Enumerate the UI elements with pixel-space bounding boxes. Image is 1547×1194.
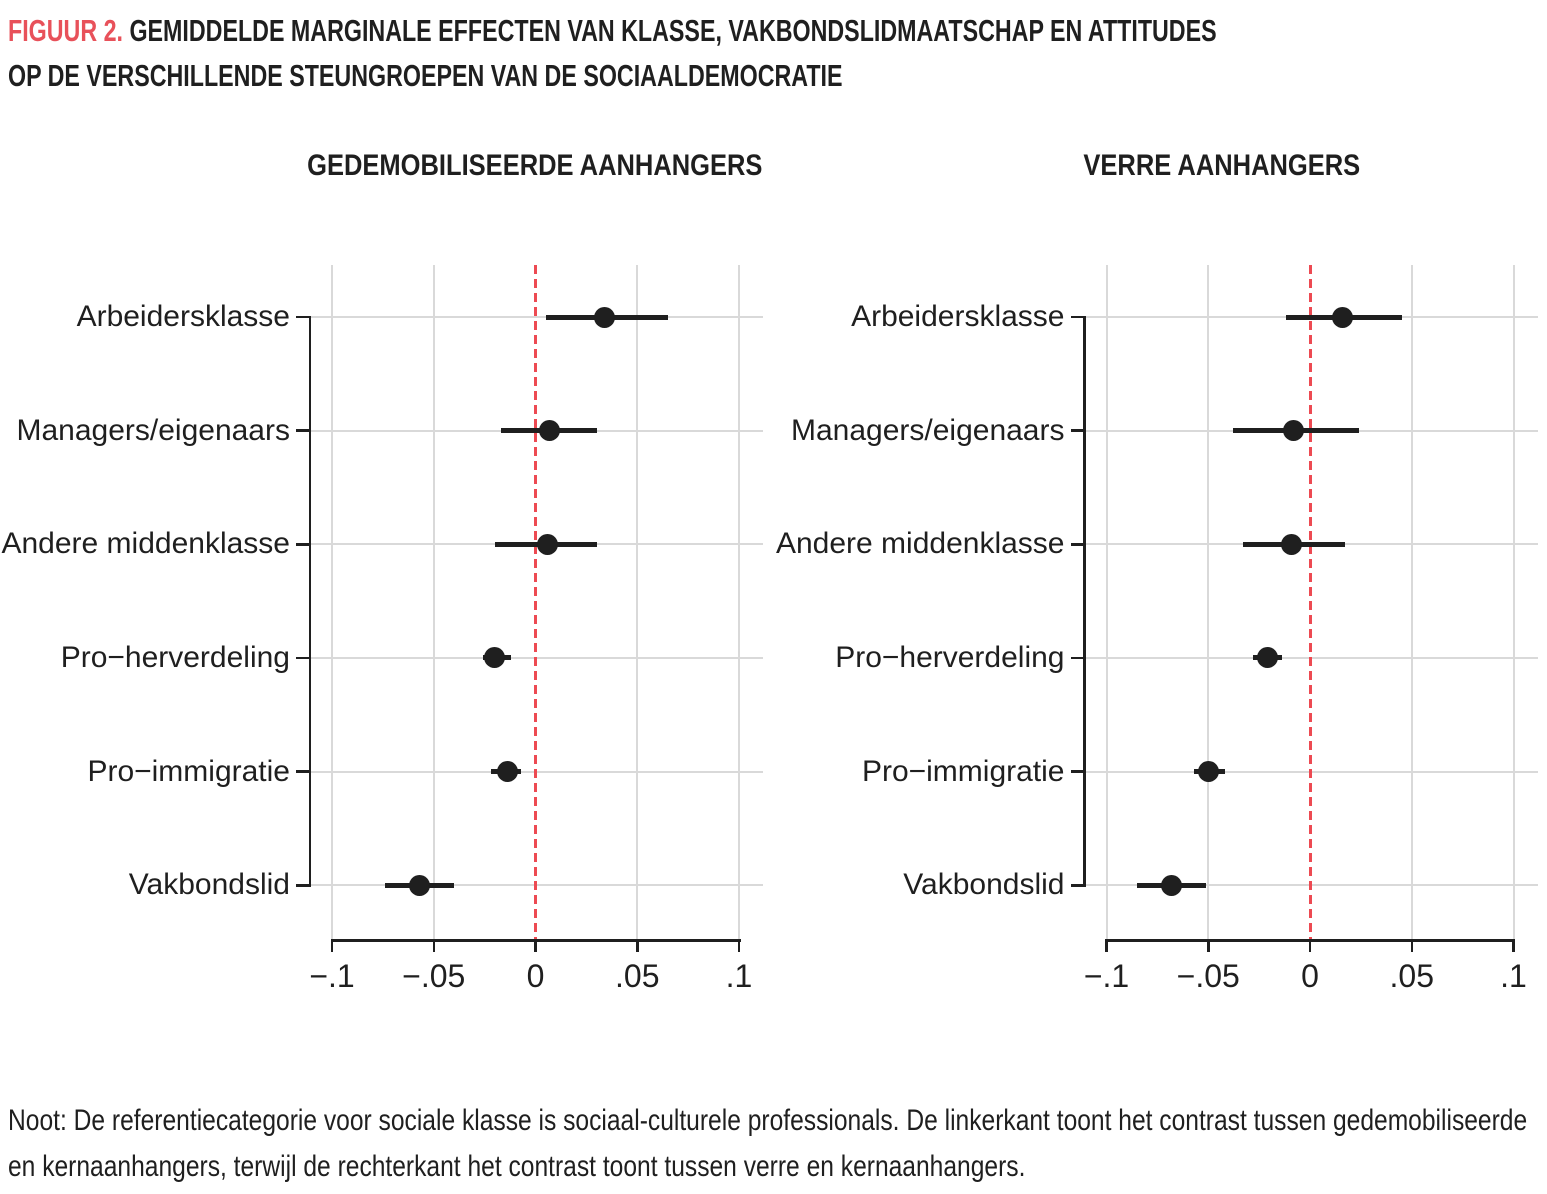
x-tick [1105, 940, 1108, 952]
point-estimate [1281, 534, 1302, 555]
x-tick [1207, 940, 1210, 952]
x-tick-label: .1 [725, 958, 753, 994]
x-tick [1411, 940, 1414, 952]
category-label: Managers/eigenaars [16, 413, 290, 447]
point-estimate [409, 875, 430, 896]
y-axis-line [309, 316, 312, 887]
point-estimate [1257, 647, 1278, 668]
figure-title-line2: OP DE VERSCHILLENDE STEUNGROEPEN VAN DE SOCIAALDEMOCRATIE [8, 58, 843, 93]
x-gridline [1411, 265, 1413, 940]
x-tick [534, 940, 537, 952]
y-axis-line [1083, 316, 1086, 887]
panel-title-left-text: GEDEMOBILISEERDE AANHANGERS [307, 149, 763, 182]
x-tick-label: −.1 [1083, 958, 1130, 994]
y-tick [1071, 770, 1085, 773]
x-tick [636, 940, 639, 952]
panel-title-right-text: VERRE AANHANGERS [1083, 149, 1361, 182]
point-estimate [497, 761, 518, 782]
y-tick [1071, 543, 1085, 546]
x-tick-label: 0 [526, 958, 545, 994]
category-label: Pro−immigratie [861, 754, 1065, 788]
y-tick [296, 543, 310, 546]
category-label: Arbeidersklasse [851, 300, 1065, 333]
category-label: Andere middenklasse [1, 527, 290, 561]
point-estimate [1332, 307, 1353, 328]
y-tick [1071, 316, 1085, 319]
x-tick [331, 940, 334, 952]
x-gridline [738, 265, 740, 940]
point-estimate [484, 647, 505, 668]
category-label: Pro−herverdeling [60, 640, 290, 674]
x-gridline [331, 265, 333, 940]
x-gridline [1207, 265, 1209, 940]
x-tick [1309, 940, 1312, 952]
x-gridline [1513, 265, 1515, 940]
category-label: Vakbondslid [128, 868, 290, 902]
figure-title [8, 8, 1547, 98]
x-tick-label: .1 [1500, 958, 1527, 994]
category-label: Managers/eigenaars [790, 413, 1065, 447]
y-tick [296, 770, 310, 773]
figure-title-line1 [8, 8, 1217, 53]
y-tick [296, 884, 310, 887]
x-tick-label: 0 [1301, 958, 1319, 994]
figure-title-text: GEMIDDELDE MARGINALE EFFECTEN VAN KLASSE, VAKBONDSLIDMAATSCHAP EN ATTITUDES [129, 13, 1217, 48]
panel-title-left [235, 147, 835, 185]
x-tick-label: .05 [1389, 958, 1434, 994]
figure-note-text: Noot: De referentiecategorie voor sociale klasse is sociaal-culturele professionals. De linkerkant toont het contrast tussen gedemobiliseerde en kernaanhangers, terwijl de rechterkant het contrast toont tussen verre en kernaanhangers. [8, 1104, 1528, 1183]
zero-reference-line [534, 265, 537, 940]
figure-note [8, 1098, 1547, 1190]
y-tick [296, 429, 310, 432]
point-estimate [1161, 875, 1182, 896]
x-tick-label: .05 [615, 958, 660, 994]
x-tick-label: −.05 [1176, 958, 1240, 994]
x-tick [433, 940, 436, 952]
category-label: Arbeidersklasse [76, 300, 290, 333]
point-estimate [539, 420, 560, 441]
point-estimate [594, 307, 615, 328]
x-tick [1512, 940, 1515, 952]
y-tick [296, 316, 310, 319]
point-estimate [537, 534, 558, 555]
x-tick-label: −.1 [309, 958, 355, 994]
panel-title-right [922, 147, 1522, 185]
x-gridline [1106, 265, 1108, 940]
category-label: Pro−immigratie [87, 754, 290, 788]
y-tick [1071, 429, 1085, 432]
category-label: Vakbondslid [903, 868, 1065, 902]
point-estimate [1198, 761, 1219, 782]
y-tick [1071, 657, 1085, 660]
point-estimate [1283, 420, 1304, 441]
category-label: Andere middenklasse [775, 527, 1065, 561]
x-tick-label: −.05 [402, 958, 466, 994]
category-label: Pro−herverdeling [835, 640, 1065, 674]
zero-reference-line [1309, 265, 1312, 940]
figure-number: FIGUUR 2. [8, 13, 123, 48]
y-tick [296, 657, 310, 660]
x-gridline [636, 265, 638, 940]
x-tick [738, 940, 741, 952]
x-gridline [433, 265, 435, 940]
y-tick [1071, 884, 1085, 887]
